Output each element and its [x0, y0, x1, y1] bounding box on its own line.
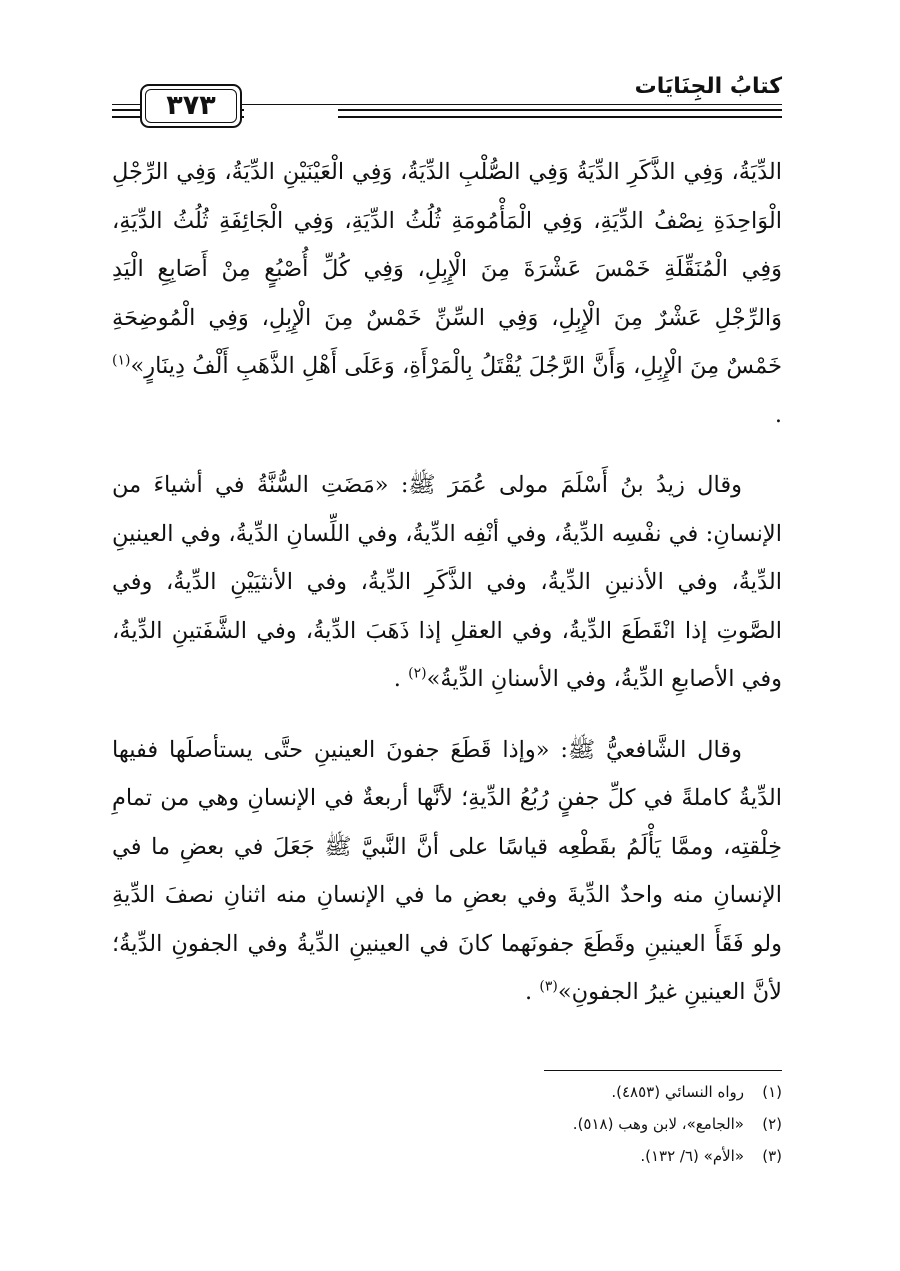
paragraph-end: .: [774, 401, 782, 428]
footnote-reference: (١): [112, 352, 131, 369]
footnote-item: [112, 1108, 782, 1140]
footnote-text: «الجامع»، لابن وهب (٥١٨).: [572, 1115, 744, 1133]
paragraph-text: وقال الشَّافعيُّ ﷺ: «وإذا قَطَعَ جفونَ العينينِ حتَّى يستأصلَها ففيها الدِّيةُ كاملةً في كلِّ جفنٍ رُبُعُ الدِّيةِ؛ لأنَّها أربعةٌ في الإنسانِ وهي من تمامِ خِلْقتِه، وممَّا يَأْلَمُ بقَطْعِه قياسًا على أنَّ النَّبيَّ ﷺ جَعَلَ في بعضِ ما في الإنسانِ منه واحدٌ الدِّيةَ وفي بعضِ ما في الإنسانِ منه اثنانِ نصفَ الدِّيةِ ولو فَقَأَ العينينِ وقَطَعَ جفونَهما كانَ في العينينِ الدِّيةُ وفي الجفونِ الدِّيةُ؛ لأنَّ العينينِ غيرُ الجفونِ»: [112, 736, 782, 1005]
paragraph-2: [112, 461, 782, 704]
footnote-reference: (٢): [408, 665, 427, 682]
paragraph-3: [112, 726, 782, 1017]
header-double-rule-right: [338, 109, 782, 118]
footnote-number: (٢): [762, 1115, 782, 1133]
paragraph-end: .: [393, 666, 401, 692]
paragraph-text: وقال زيدُ بنُ أَسْلَمَ مولى عُمَرَ ﷺ: «مَضَتِ السُّنَّةُ في أشياءَ من الإنسانِ: في نفْسِه الدِّيةُ، وفي أنْفِه الدِّيةُ، وفي اللِّسانِ الدِّيةُ، وفي العينينِ الدِّيةُ، وفي الأذنينِ الدِّيةُ، وفي الذَّكَرِ الدِّيةُ، وفي الأنثيَيْنِ الدِّيةُ، وفي الصَّوتِ إذا انْقَطَعَ الدِّيةُ، وفي العقلِ إذا ذَهَبَ الدِّيةُ، وفي الشَّفَتينِ الدِّيةُ، وفي الأصابعِ الدِّيةُ، وفي الأسنانِ الدِّيةُ»: [112, 472, 782, 692]
footnote-number: (١): [762, 1083, 782, 1101]
footnote-item: [112, 1076, 782, 1108]
paragraph-end: .: [525, 979, 533, 1005]
footnote-reference: (٣): [539, 978, 558, 995]
book-title: كتابُ الجِنَايَات: [634, 74, 782, 99]
footnote-text: رواه النسائي (٤٨٥٣).: [611, 1083, 744, 1101]
paragraph-text: الدِّيَةُ، وَفِي الذَّكَرِ الدِّيَةُ وَفِي الصُّلْبِ الدِّيَةُ، وَفِي الْعَيْنَيْنِ الدِّيَةُ، وَفِي الرِّجْلِ الْوَاحِدَةِ نِصْفُ الدِّيَةِ، وَفِي الْمَأْمُومَةِ ثُلُثُ الدِّيَةِ، وَفِي الْجَائِفَةِ ثُلُثُ الدِّيَةِ، وَفِي الْمُنَقِّلَةِ خَمْسَ عَشْرَةَ مِنَ الْإِبِلِ، وَفِي كُلِّ أُصْبُعٍ مِنْ أَصَابِعِ الْيَدِ وَالرِّجْلِ عَشْرٌ مِنَ الْإِبِلِ، وَفِي السِّنِّ خَمْسٌ مِنَ الْإِبِلِ، وَفِي الْمُوضِحَةِ خَمْسٌ مِنَ الْإِبِلِ، وَأَنَّ الرَّجُلَ يُقْتَلُ بِالْمَرْأَةِ، وَعَلَى أَهْلِ الذَّهَبِ أَلْفُ دِينَارٍ»: [112, 159, 782, 379]
page-number-frame: [140, 84, 242, 128]
page-number: ٣٧٣: [166, 90, 216, 121]
page-header: [112, 66, 782, 132]
footnote-item: [112, 1140, 782, 1172]
footnote-separator: [544, 1070, 782, 1071]
footnotes: [112, 1076, 782, 1172]
footnote-text: «الأم» (٦/ ١٣٢).: [640, 1147, 744, 1165]
footnote-number: (٣): [762, 1147, 782, 1165]
paragraph-1: [112, 148, 782, 439]
main-text: [112, 148, 782, 1017]
